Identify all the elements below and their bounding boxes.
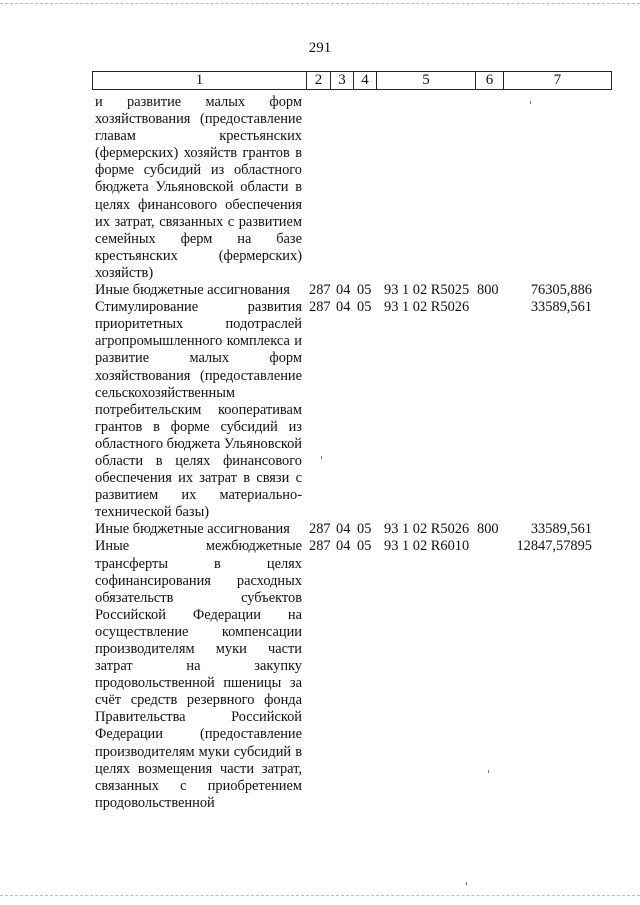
row-code-target: 93 1 02 R5026 xyxy=(384,521,470,538)
row-code-ministry: 287 xyxy=(309,299,331,316)
row-description: и развитие малых форм хозяйствования (предоставление главам крестьянских (фермерских) хозяйств грантов в форме субсидий из областного бюджета Ульяновской области в целях финансового обеспечения их затрат, связанных с развитием семейных ферм на базе крестьянских (фермерских) хозяйств) xyxy=(95,94,302,281)
row-code-section: 04 xyxy=(336,282,351,299)
scan-speck xyxy=(321,456,322,459)
table-row xyxy=(0,521,640,538)
row-code-target: 93 1 02 R5026 xyxy=(384,299,470,316)
scan-speck xyxy=(488,770,489,773)
row-amount: 33589,561 xyxy=(530,521,592,538)
table-row xyxy=(0,94,640,282)
row-code-section: 04 xyxy=(336,299,351,316)
row-description: Иные бюджетные ассигнования xyxy=(95,521,290,538)
row-code-subsection: 05 xyxy=(357,299,372,316)
row-amount: 12847,57895 xyxy=(516,538,592,555)
table-row xyxy=(0,299,640,521)
scan-edge-top xyxy=(0,3,640,4)
row-amount: 33589,561 xyxy=(530,299,592,316)
row-code-target: 93 1 02 R5025 xyxy=(384,282,470,299)
row-code-section: 04 xyxy=(336,538,351,555)
row-description: Иные межбюджетные трансферты в целях софинансирования расходных обязательств субъектов Российской Федерации на осуществление компенсации производителям муки части затрат на закупку продовольственной пшеницы за счёт средств резервного фонда Правительства Российской Федерации (предоставление производителям муки субсидий в целях возмещения части затрат, связанных с приобретением продовольственной xyxy=(95,538,302,811)
row-code-expense-type: 800 xyxy=(477,521,499,538)
scan-edge-bottom xyxy=(0,895,640,896)
row-code-expense-type: 800 xyxy=(477,282,499,299)
column-header-6: 6 xyxy=(476,72,504,90)
column-header-row xyxy=(92,71,612,90)
row-code-target: 93 1 02 R6010 xyxy=(384,538,470,555)
column-header-4: 4 xyxy=(354,72,377,90)
row-description: Иные бюджетные ассигнования xyxy=(95,282,290,299)
row-code-subsection: 05 xyxy=(357,538,372,555)
page-number: 291 xyxy=(308,40,332,56)
scan-speck xyxy=(466,882,467,885)
column-header-3: 3 xyxy=(331,72,354,90)
table-row xyxy=(0,538,640,812)
column-header-1: 1 xyxy=(93,72,307,90)
row-code-ministry: 287 xyxy=(309,282,331,299)
row-code-ministry: 287 xyxy=(309,521,331,538)
budget-table-body xyxy=(0,94,640,812)
row-code-section: 04 xyxy=(336,521,351,538)
column-header-7: 7 xyxy=(504,72,612,90)
column-header-5: 5 xyxy=(377,72,476,90)
row-description: Стимулирование развития приоритетных подотраслей агропромышленного комплекса и развитие малых форм хозяйствования (предоставление сельскохозяйственным потребительским кооперативам грантов в форме субсидий из областного бюджета Ульяновской области в целях финансового обеспечения их затрат в связи с развитием их материально-технической базы) xyxy=(95,299,302,521)
row-code-subsection: 05 xyxy=(357,282,372,299)
column-header-2: 2 xyxy=(307,72,331,90)
scan-speck xyxy=(530,101,531,104)
row-amount: 76305,886 xyxy=(530,282,592,299)
table-row xyxy=(0,282,640,299)
row-code-ministry: 287 xyxy=(309,538,331,555)
row-code-subsection: 05 xyxy=(357,521,372,538)
